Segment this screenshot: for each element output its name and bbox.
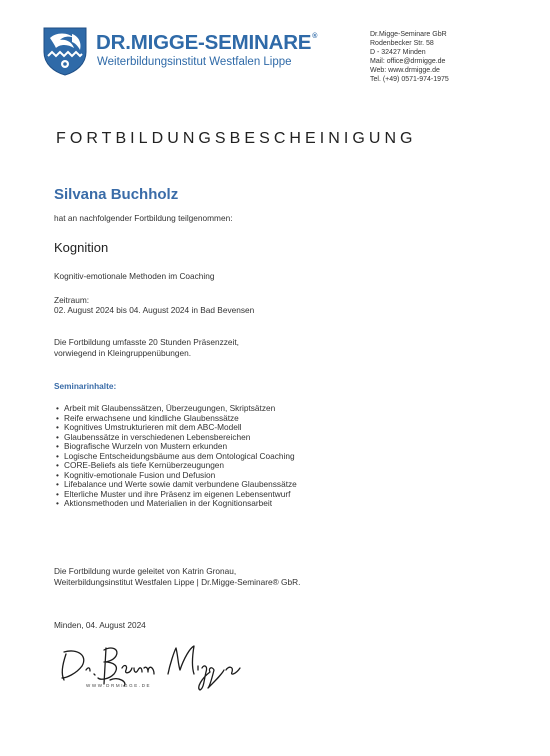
contents-item-text: Kognitives Umstrukturieren mit dem ABC-Modell [64, 422, 242, 432]
course-subtitle: Kognitiv-emotionale Methoden im Coaching [54, 271, 215, 281]
bullet-icon: • [56, 450, 59, 461]
bullet-icon: • [56, 431, 59, 442]
bullet-icon: • [56, 441, 59, 451]
participation-statement: hat an nachfolgender Fortbildung teilgenommen: [54, 213, 233, 223]
contents-heading: Seminarinhalte: [54, 381, 117, 391]
document-title: FORTBILDUNGSBESCHEINIGUNG [56, 130, 417, 147]
brand-subtitle: Weiterbildungsinstitut Westfalen Lippe [97, 56, 292, 68]
address-line: Rodenbecker Str. 58 [370, 40, 434, 48]
address-email: Mail: office@drmigge.de [370, 58, 446, 66]
contents-item-text: Elterliche Muster und ihre Präsenz im eigenen Lebensentwurf [64, 488, 291, 499]
contents-list [56, 404, 297, 509]
instructor-line: Die Fortbildung wurde geleitet von Katrin Gronau, [54, 566, 237, 576]
contents-item-text: Lifebalance und Werte sowie damit verbundene Glaubenssätze [64, 479, 297, 489]
contents-item-text: Glaubenssätze in verschiedenen Lebensbereichen [64, 431, 251, 442]
institute-logo [42, 26, 88, 76]
bullet-icon: • [56, 488, 59, 499]
scope-line: vorwiegend in Kleingruppenübungen. [54, 348, 192, 358]
address-phone: Tel. (+49) 0571-974-1975 [370, 76, 449, 84]
contents-item-text: Arbeit mit Glaubenssätzen, Überzeugungen, Skriptsätzen [64, 403, 276, 413]
signature-website: WWW.DRMIGGE.DE [86, 683, 152, 688]
registered-mark: ® [312, 33, 318, 40]
bullet-icon: • [56, 460, 59, 470]
bullet-icon: • [56, 498, 59, 508]
contents-item-text: Kognitiv-emotionale Fusion und Defusion [64, 469, 216, 480]
contents-item-text: CORE-Beliefs als tiefe Kernüberzeugungen [64, 460, 225, 470]
address-line: D - 32427 Minden [370, 49, 426, 57]
bullet-icon: • [56, 469, 59, 480]
bullet-icon: • [56, 422, 59, 432]
contents-item-text: Logische Entscheidungsbäume aus dem Ontological Coaching [64, 450, 295, 461]
bullet-icon: • [56, 479, 59, 489]
contents-item-text: Biografische Wurzeln von Mustern erkunden [64, 441, 228, 451]
period-value: 02. August 2024 bis 04. August 2024 in Bad Bevensen [54, 305, 255, 315]
contents-item [56, 499, 297, 509]
bullet-icon: • [56, 412, 59, 423]
period-label: Zeitraum: [54, 295, 90, 305]
place-date: Minden, 04. August 2024 [54, 620, 146, 630]
scope-line: Die Fortbildung umfasste 20 Stunden Präsenzzeit, [54, 337, 239, 347]
institute-line: Weiterbildungsinstitut Westfalen Lippe | Dr.Migge-Seminare® GbR. [54, 577, 301, 587]
bullet-icon: • [56, 403, 59, 413]
participant-name: Silvana Buchholz [54, 186, 179, 203]
contents-item-text: Aktionsmethoden und Materialien in der Kognitionsarbeit [64, 498, 273, 508]
course-title: Kognition [54, 240, 109, 255]
address-line: Dr.Migge-Seminare GbR [370, 31, 447, 38]
contents-item-text: Reife erwachsene und kindliche Glaubenssätze [64, 412, 239, 423]
address-web: Web: www.drmigge.de [370, 67, 440, 75]
sender-address [370, 30, 449, 85]
brand-name: DR.MIGGE-SEMINARE® [96, 31, 318, 54]
